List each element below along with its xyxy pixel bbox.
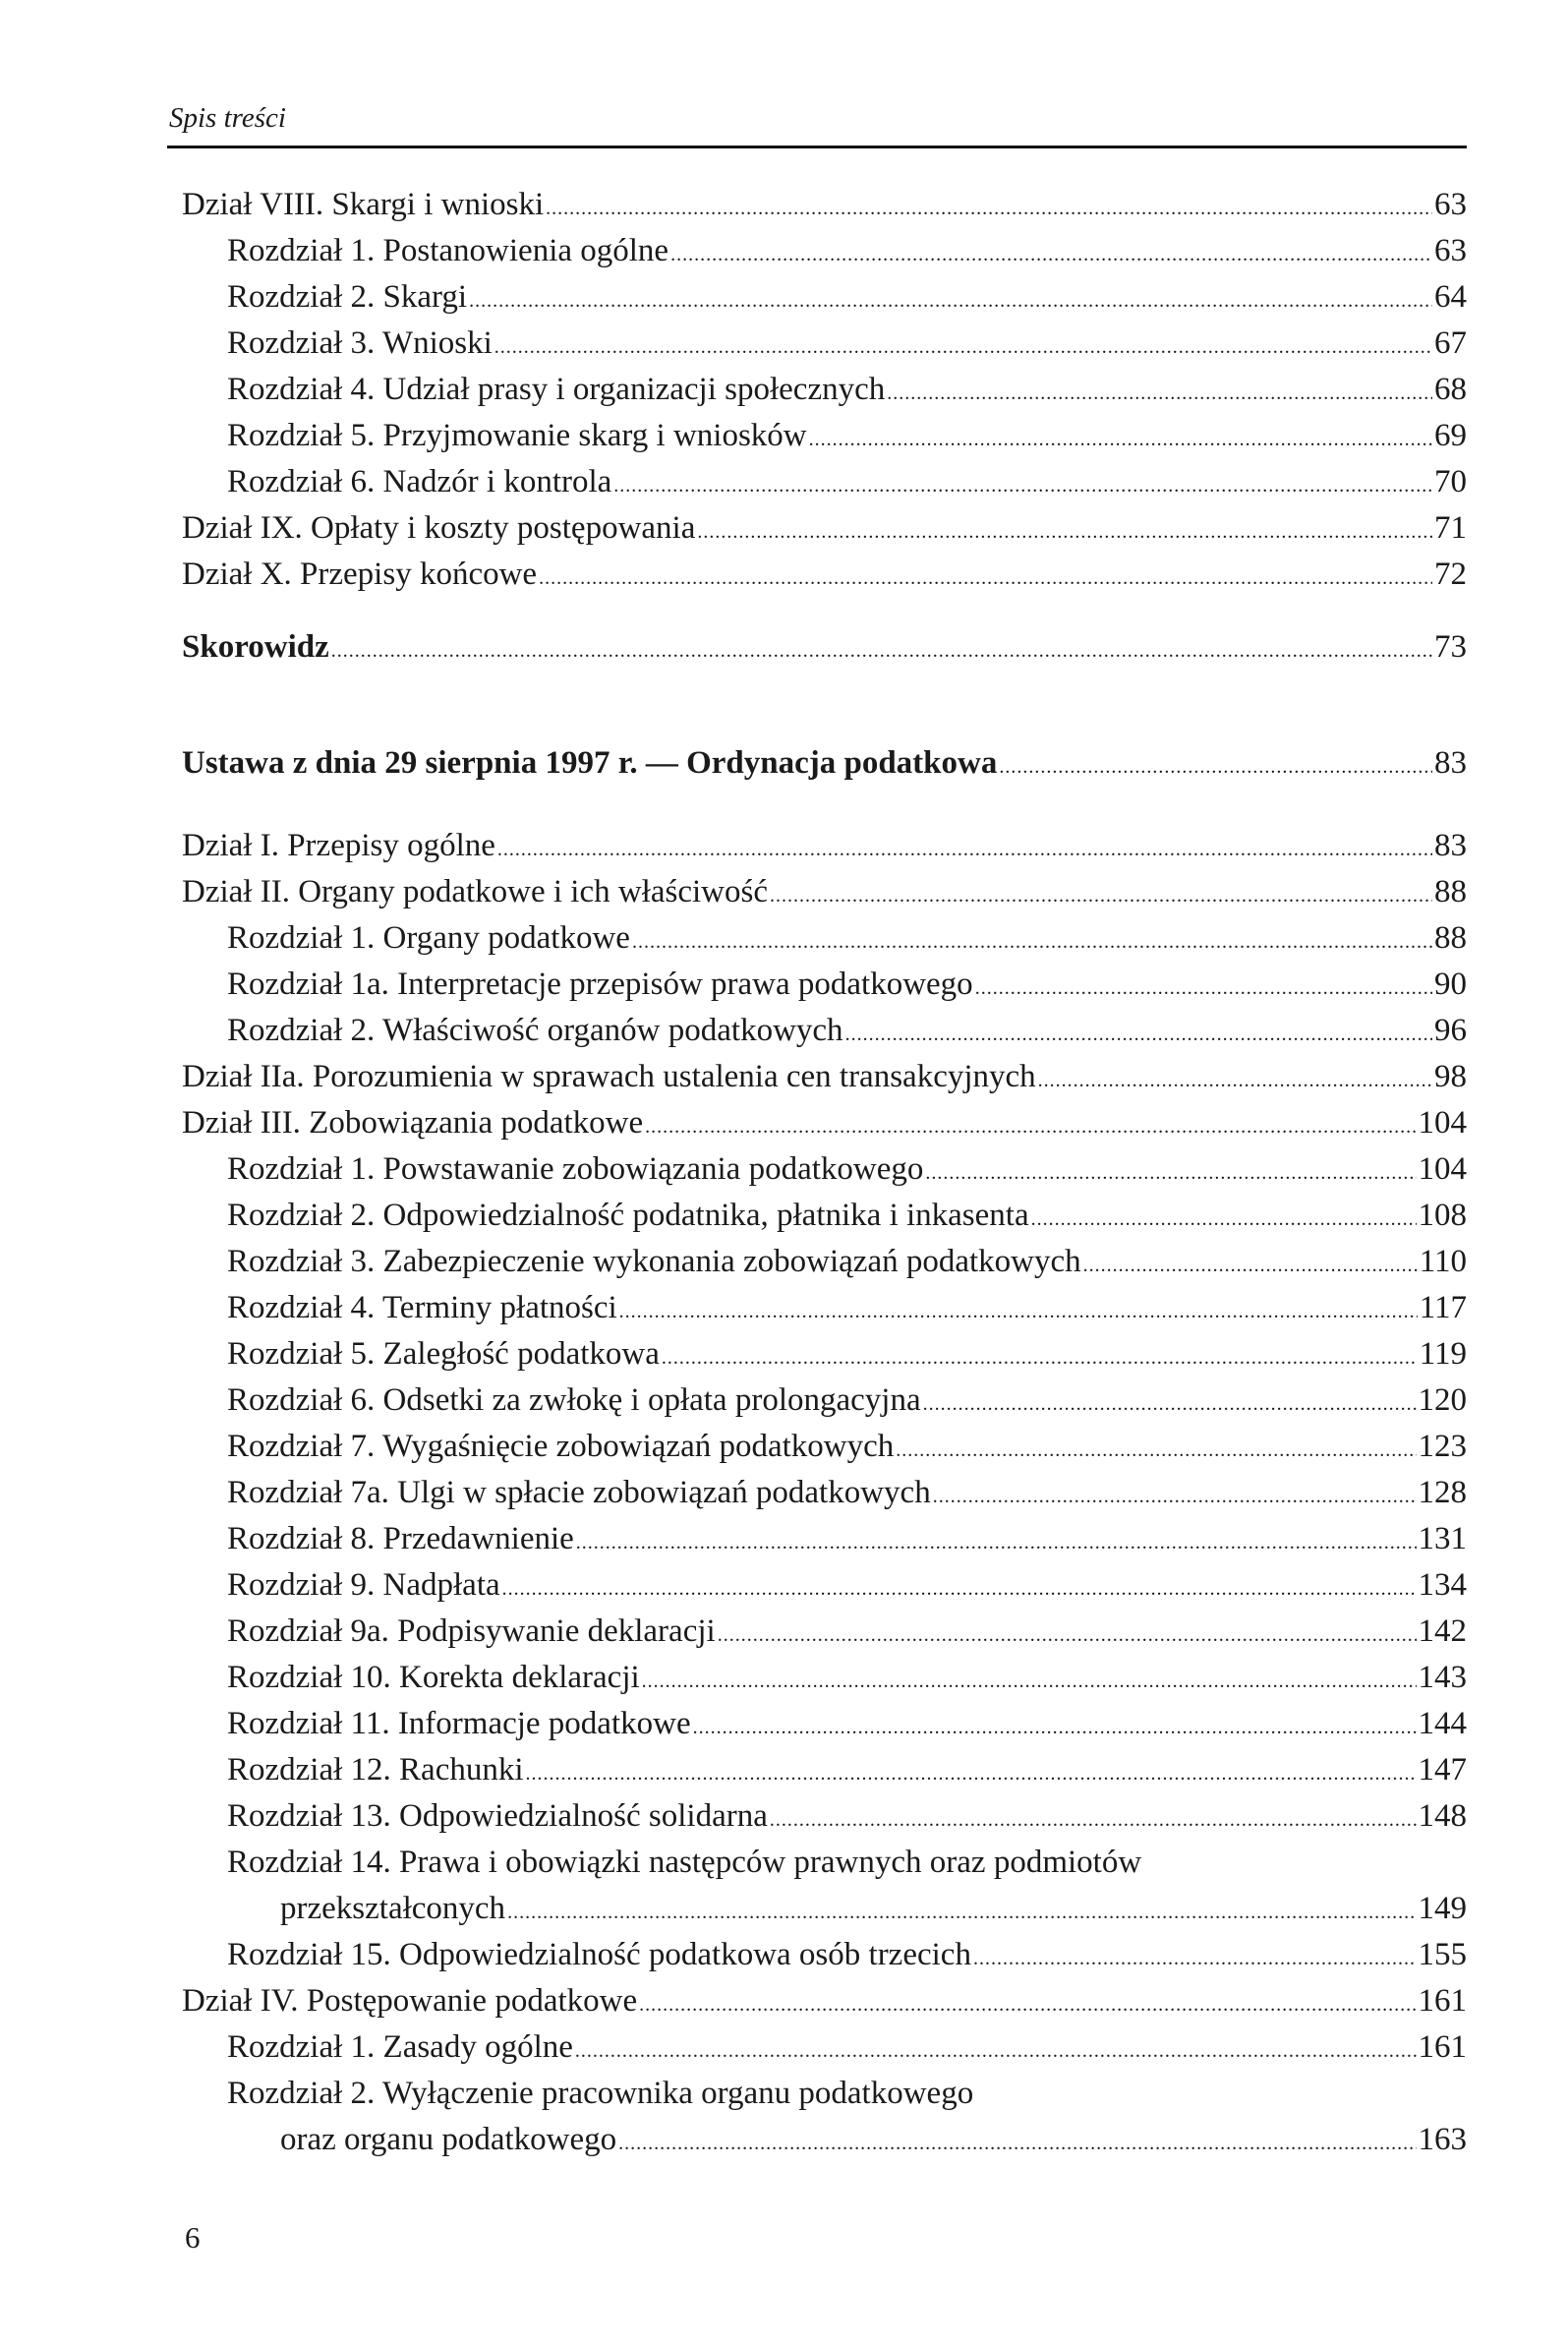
toc-entry-title: Rozdział 10. Korekta deklaracji	[227, 1660, 640, 1695]
toc-entry	[182, 1978, 1467, 2024]
dot-leader	[770, 1797, 1417, 1844]
toc-entry-title: Dział IX. Opłaty i koszty postępowania	[182, 510, 696, 546]
toc-entry	[182, 1886, 1467, 1932]
toc-entry-title: Dział I. Przepisy ogólne	[182, 828, 495, 863]
toc-entry-title: Rozdział 4. Udział prasy i organizacji społecznych	[227, 372, 886, 407]
toc-entry-page: 147	[1418, 1752, 1467, 1788]
toc-entry-title: Rozdział 1. Powstawanie zobowiązania podatkowego	[227, 1151, 924, 1187]
dot-leader	[331, 628, 1432, 674]
toc-entry	[182, 1331, 1467, 1378]
toc-entry	[182, 1054, 1467, 1100]
toc-entry-title: Rozdział 6. Odsetki za zwłokę i opłata prolongacyjna	[227, 1382, 921, 1418]
toc-entry-title: Dział II. Organy podatkowe i ich właściwość	[182, 874, 768, 909]
toc-entry-page: 70	[1434, 464, 1467, 499]
toc-entry	[182, 2024, 1467, 2071]
toc-entry-page: 143	[1418, 1660, 1467, 1695]
toc-entry-title: Dział III. Zobowiązania podatkowe	[182, 1105, 644, 1141]
dot-leader	[662, 1335, 1418, 1381]
toc-entry	[182, 1008, 1467, 1054]
toc-entry-title: Rozdział 1. Zasady ogólne	[227, 2029, 573, 2065]
toc-entry	[182, 505, 1467, 552]
toc-entry-title: Rozdział 1. Postanowienia ogólne	[227, 233, 669, 268]
toc-entry-title: Rozdział 14. Prawa i obowiązki następców prawnych oraz podmiotów	[227, 1845, 1142, 1880]
toc-entry-page: 67	[1434, 325, 1467, 361]
toc-entry-title: Rozdział 13. Odpowiedzialność solidarna	[227, 1798, 768, 1834]
header-rule	[167, 146, 1467, 148]
toc-entry	[182, 823, 1467, 869]
toc-entry-page: 68	[1434, 372, 1467, 407]
toc-entry-page: 71	[1434, 510, 1467, 546]
toc-entry	[182, 321, 1467, 367]
dot-leader	[469, 278, 1432, 324]
toc-entry	[182, 1193, 1467, 1239]
dot-leader	[507, 1890, 1416, 1936]
toc-entry-page: 148	[1418, 1798, 1467, 1834]
dot-leader	[526, 1751, 1417, 1797]
toc-entry-page: 110	[1419, 1244, 1467, 1279]
dot-leader	[619, 1289, 1418, 1335]
toc-entry	[182, 2117, 1467, 2163]
toc-entry	[182, 624, 1467, 671]
toc-entry-page: 98	[1434, 1059, 1467, 1094]
dot-leader	[933, 1474, 1417, 1520]
toc-entry-page: 161	[1418, 1983, 1467, 2019]
toc-entry-page: 72	[1434, 557, 1467, 592]
toc-entry	[182, 1424, 1467, 1470]
toc-entry-page: 96	[1434, 1013, 1467, 1048]
dot-leader	[999, 744, 1432, 791]
dot-leader	[809, 417, 1432, 463]
toc-entry-page: 64	[1434, 279, 1467, 315]
toc-entry-page: 88	[1434, 920, 1467, 956]
toc-entry-title: Rozdział 12. Rachunki	[227, 1752, 524, 1788]
toc-entry	[182, 1701, 1467, 1747]
toc-entry-title: Rozdział 3. Zabezpieczenie wykonania zobowiązań podatkowych	[227, 1244, 1081, 1279]
toc-entry-title: Rozdział 11. Informacje podatkowe	[227, 1706, 691, 1741]
dot-leader	[632, 919, 1432, 966]
toc-entry-title: Rozdział 6. Nadzór i kontrola	[227, 464, 612, 499]
toc-entry	[182, 1932, 1467, 1978]
toc-entry-page: 120	[1418, 1382, 1467, 1418]
toc-entry-title: Rozdział 5. Przyjmowanie skarg i wniosków	[227, 418, 807, 453]
dot-leader	[718, 1612, 1417, 1659]
toc-entry	[182, 413, 1467, 459]
toc-entry	[182, 915, 1467, 962]
toc-entry-page: 104	[1418, 1105, 1467, 1141]
toc-entry	[182, 1747, 1467, 1793]
toc-entry	[182, 1285, 1467, 1331]
toc-entry-page: 131	[1418, 1521, 1467, 1556]
toc-entry-title: Dział X. Przepisy końcowe	[182, 557, 538, 592]
toc-entry-title: Rozdział 1. Organy podatkowe	[227, 920, 630, 956]
dot-leader	[642, 1659, 1417, 1705]
toc-entry-title: Dział IIa. Porozumienia w sprawach ustalenia cen transakcyjnych	[182, 1059, 1036, 1094]
toc-entry-title: przekształconych	[280, 1891, 506, 1926]
toc-entry-page: 161	[1418, 2029, 1467, 2065]
toc-entry-title: Rozdział 7. Wygaśnięcie zobowiązań podatkowych	[227, 1429, 895, 1464]
toc-entry	[182, 228, 1467, 274]
toc-entry-page: 90	[1434, 967, 1467, 1002]
toc-entry-page: 83	[1434, 828, 1467, 863]
dot-leader	[925, 1150, 1416, 1197]
dot-leader	[975, 966, 1432, 1012]
toc-entry-title: Rozdział 7a. Ulgi w spłacie zobowiązań podatkowych	[227, 1475, 931, 1510]
toc-entry-title: Rozdział 4. Terminy płatności	[227, 1290, 617, 1325]
toc-entry-page: 63	[1434, 233, 1467, 268]
toc-entry-title: Rozdział 2. Wyłączenie pracownika organu podatkowego	[227, 2076, 974, 2111]
toc-entry-page: 63	[1434, 187, 1467, 222]
toc-entry	[182, 869, 1467, 915]
toc-entry	[182, 552, 1467, 598]
toc-entry	[182, 1840, 1467, 1886]
toc-entry	[182, 367, 1467, 413]
toc-entry	[182, 182, 1467, 228]
dot-leader	[497, 827, 1432, 873]
toc-entry-title: oraz organu podatkowego	[280, 2122, 617, 2157]
toc-entry-page: 134	[1418, 1567, 1467, 1603]
toc-entry	[182, 274, 1467, 321]
toc-entry-page: 117	[1419, 1290, 1467, 1325]
dot-leader	[887, 371, 1432, 417]
toc-entry	[182, 2071, 1467, 2117]
toc-entry	[182, 1655, 1467, 1701]
dot-leader	[539, 556, 1432, 602]
toc-entry-title: Dział IV. Postępowanie podatkowe	[182, 1983, 638, 2019]
dot-leader	[1038, 1058, 1432, 1104]
dot-leader	[546, 186, 1432, 232]
dot-leader	[575, 2028, 1417, 2075]
dot-leader	[502, 1566, 1417, 1612]
toc-entry-title: Rozdział 1a. Interpretacje przepisów prawa podatkowego	[227, 967, 973, 1002]
toc-entry-page: 163	[1418, 2122, 1467, 2157]
dot-leader	[645, 1104, 1416, 1150]
toc-entry	[182, 1146, 1467, 1193]
table-of-contents	[182, 182, 1467, 2163]
toc-entry-page: 108	[1418, 1198, 1467, 1233]
toc-entry-title: Rozdział 15. Odpowiedzialność podatkowa osób trzecich	[227, 1937, 971, 1972]
toc-entry-title: Rozdział 5. Zaległość podatkowa	[227, 1336, 660, 1372]
toc-entry	[182, 1562, 1467, 1609]
toc-entry-title: Rozdział 2. Skargi	[227, 279, 468, 315]
dot-leader	[896, 1428, 1416, 1474]
toc-entry-title: Rozdział 8. Przedawnienie	[227, 1521, 574, 1556]
toc-entry-title: Rozdział 2. Odpowiedzialność podatnika, płatnika i inkasenta	[227, 1198, 1029, 1233]
toc-entry-page: 149	[1418, 1891, 1467, 1926]
toc-entry	[182, 1100, 1467, 1146]
toc-entry-title: Rozdział 9a. Podpisywanie deklaracji	[227, 1613, 716, 1649]
toc-entry-page: 155	[1418, 1937, 1467, 1972]
toc-entry-page: 88	[1434, 874, 1467, 909]
toc-entry-title: Rozdział 3. Wnioski	[227, 325, 493, 361]
toc-entry	[182, 1609, 1467, 1655]
toc-entry-page: 128	[1418, 1475, 1467, 1510]
toc-entry-page: 142	[1418, 1613, 1467, 1649]
toc-entry	[182, 459, 1467, 505]
toc-entry	[182, 740, 1467, 787]
toc-entry	[182, 1239, 1467, 1285]
running-header: Spis treści	[169, 102, 286, 134]
dot-leader	[494, 324, 1432, 371]
dot-leader	[1031, 1197, 1417, 1243]
toc-entry-page: 69	[1434, 418, 1467, 453]
toc-entry-page: 104	[1418, 1151, 1467, 1187]
toc-entry	[182, 1378, 1467, 1424]
toc-entry-page: 83	[1434, 745, 1467, 781]
dot-leader	[670, 232, 1432, 278]
dot-leader	[770, 873, 1432, 919]
toc-entry-title: Dział VIII. Skargi i wnioski	[182, 187, 545, 222]
toc-entry	[182, 962, 1467, 1008]
dot-leader	[613, 463, 1432, 509]
dot-leader	[1083, 1243, 1418, 1289]
dot-leader	[639, 1982, 1416, 2028]
toc-entry	[182, 1516, 1467, 1562]
toc-entry-title: Rozdział 9. Nadpłata	[227, 1567, 500, 1603]
toc-entry-title: Ustawa z dnia 29 sierpnia 1997 r. — Ordynacja podatkowa	[182, 745, 998, 781]
toc-entry-page: 73	[1434, 629, 1467, 665]
dot-leader	[618, 2121, 1416, 2167]
dot-leader	[697, 509, 1432, 556]
dot-leader	[693, 1705, 1417, 1751]
dot-leader	[973, 1936, 1417, 1982]
page-number: 6	[185, 2220, 201, 2255]
toc-entry-page: 123	[1418, 1429, 1467, 1464]
dot-leader	[923, 1381, 1417, 1428]
toc-entry-page: 119	[1419, 1336, 1467, 1372]
toc-entry	[182, 1793, 1467, 1840]
toc-entry-page: 144	[1418, 1706, 1467, 1741]
toc-entry-title: Skorowidz	[182, 629, 329, 665]
dot-leader	[845, 1012, 1432, 1058]
toc-entry	[182, 1470, 1467, 1516]
toc-entry-title: Rozdział 2. Właściwość organów podatkowych	[227, 1013, 843, 1048]
dot-leader	[576, 1520, 1417, 1566]
